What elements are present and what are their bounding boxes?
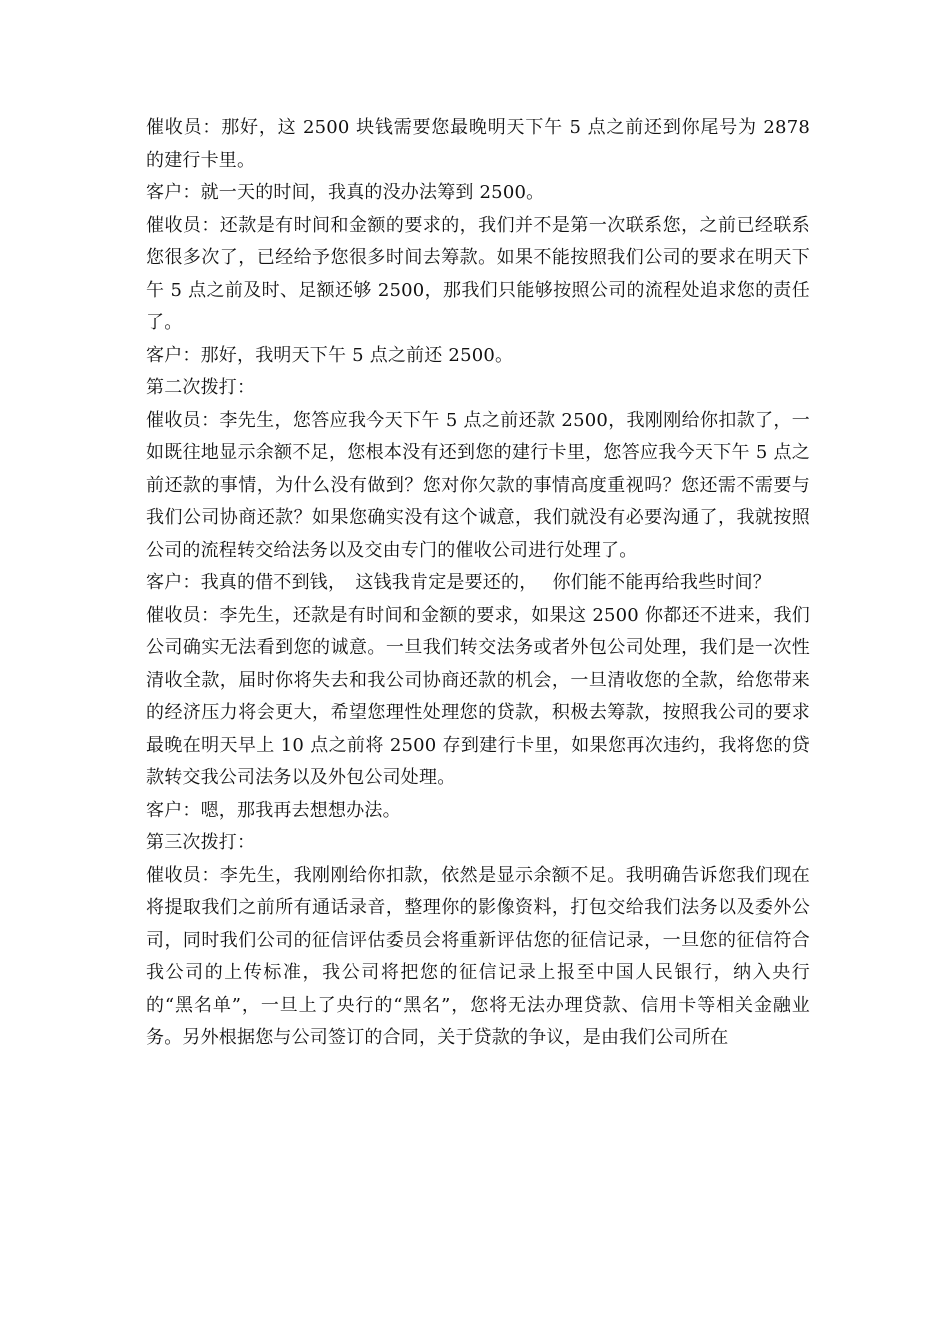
paragraph-customer-more-time: 客户：我真的借不到钱， 这钱我肯定是要还的， 你们能不能再给我些时间？ <box>146 572 771 593</box>
paragraph-customer-will-try: 客户：嗯，那我再去想想办法。 <box>146 799 401 821</box>
section-heading-second-call: 第二次拨打： <box>146 377 256 398</box>
paragraph-collector-deadline: 催收员：那好，这 2500 块钱需要您最晚明天下午 5 点之前还到你尾号为 2878 的建行卡里。 <box>146 117 810 171</box>
paragraph-customer-one-day: 客户：就一天的时间，我真的没办法筹到 2500。 <box>146 182 545 203</box>
paragraph-collector-third-call: 催收员：李先生，我刚刚给你扣款，依然是显示余额不足。我明确告诉您我们现在将提取我们之前所有通话录音，整理你的影像资料，打包交给我们法务以及委外公司，同时我们公司的征信评估委员会将重新评估您的征信记录，一旦您的征信符合我公司的上传标准，我公司将把您的征信记录上报至中国人民银行，纳入央行的“黑名单”，一旦上了央行的“黑名”，您将无法办理贷款、信用卡等相关金融业务。另外根据您与公司签订的合同，关于贷款的争议，是由我们公司所在 <box>146 864 810 1048</box>
paragraph-collector-second-call: 催收员：李先生，您答应我今天下午 5 点之前还款 2500，我刚刚给你扣款了，一如既往地显示余额不足，您根本没有还到您的建行卡里，您答应我今天下午 5 点之前还款的事情，为什么没有做到？您对你欠款的事情高度重视吗？您还需不需要与我们公司协商还款？如果您确实没有这个诚意，我们就没有必要沟通了，我就按照公司的流程转交给法务以及交由专门的催收公司进行处理了。 <box>146 409 810 561</box>
paragraph-customer-agrees: 客户：那好，我明天下午 5 点之前还 2500。 <box>146 344 514 366</box>
paragraph-collector-warning: 催收员：李先生，还款是有时间和金额的要求，如果这 2500 你都还不进来，我们公司确实无法看到您的诚意。一旦我们转交法务或者外包公司处理，我们是一次性清收全款，届时你将失去和我公司协商还款的机会，一旦清收您的全款，给您带来的经济压力将会更大，希望您理性处理您的贷款，积极去筹款，按照我公司的要求最晚在明天早上 10 点之前将 2500 存到建行卡里，如果您再次违约，我将您的贷款转交我公司法务以及外包公司处理。 <box>146 604 810 788</box>
paragraph-collector-requirements: 催收员：还款是有时间和金额的要求的，我们并不是第一次联系您，之前已经联系您很多次了，已经给予您很多时间去筹款。如果不能按照我们公司的要求在明天下午 5 点之前及时、足额还够 2500，那我们只能够按照公司的流程处追求您的责任了。 <box>146 214 810 333</box>
document-body <box>146 112 810 1055</box>
section-heading-third-call: 第三次拨打： <box>146 832 256 853</box>
